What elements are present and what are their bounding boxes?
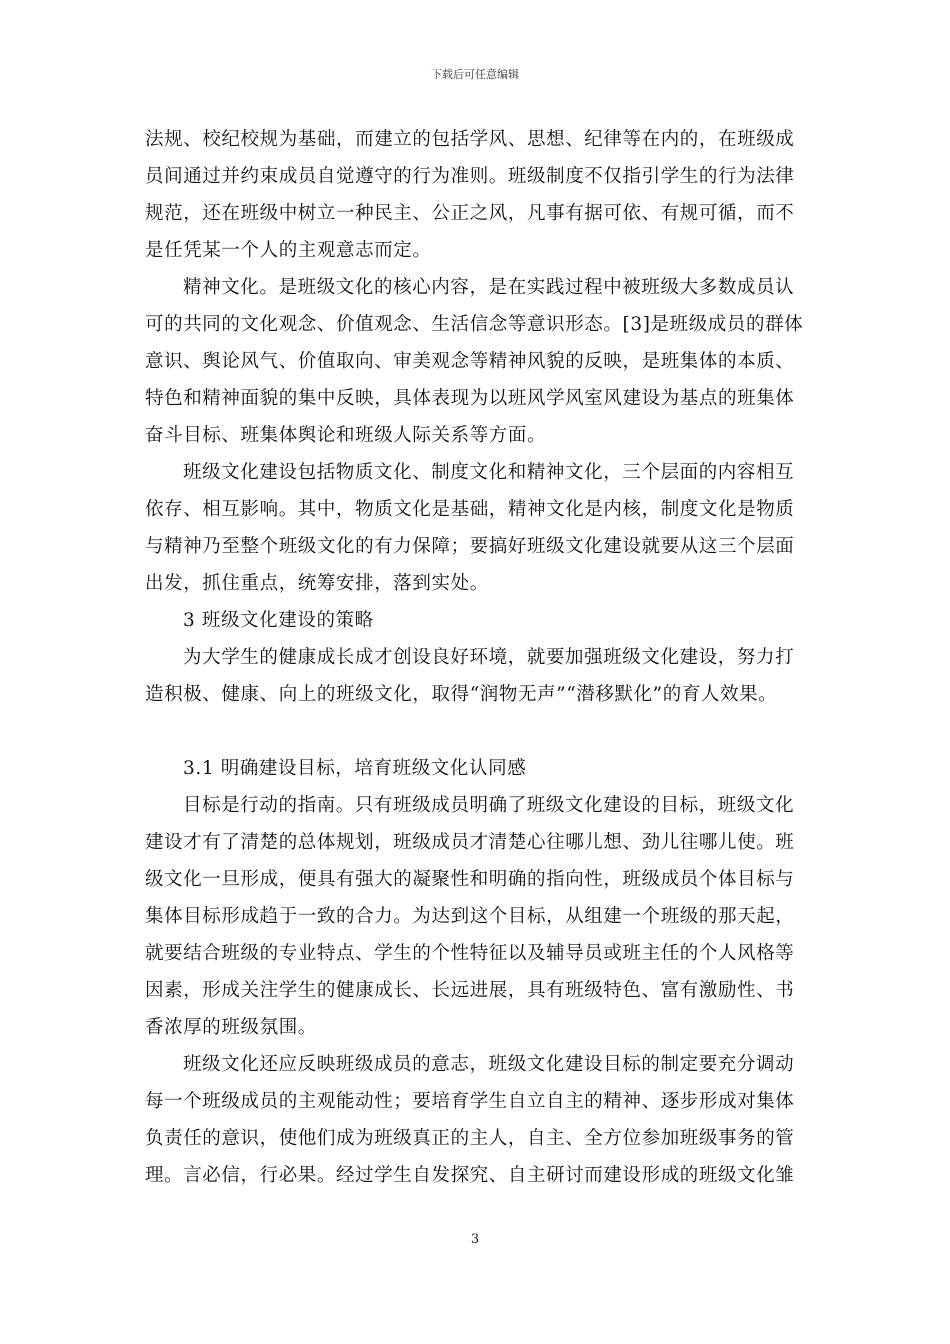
- text-line: 是任凭某一个人的主观意志而定。: [145, 240, 432, 261]
- text-line: 出发，抓住重点，统筹安排，落到实处。: [145, 573, 489, 594]
- document-body: [145, 121, 820, 1194]
- page-number: 3: [470, 1232, 480, 1247]
- text-line: 就要结合班级的专业特点、学生的个性特征以及辅导员或班主任的个人风格等: [145, 943, 795, 964]
- text-line: 与精神乃至整个班级文化的有力保障；要搞好班级文化建设就要从这三个层面: [145, 536, 795, 557]
- text-line: 班级文化还应反映班级成员的意志，班级文化建设目标的制定要充分调动: [183, 1054, 795, 1075]
- text-line: 法规、校纪校规为基础，而建立的包括学风、思想、纪律等在内的，在班级成: [145, 129, 795, 150]
- text-line: 依存、相互影响。其中，物质文化是基础，精神文化是内核，制度文化是物质: [145, 499, 795, 520]
- text-line: 精神文化。是班级文化的核心内容，是在实践过程中被班级大多数成员认: [183, 277, 795, 298]
- text-line: 可的共同的文化观念、价值观念、生活信念等意识形态。[3]是班级成员的群体: [145, 314, 804, 335]
- text-line: 建设才有了清楚的总体规划，班级成员才清楚心往哪儿想、劲儿往哪儿使。班: [145, 832, 795, 853]
- text-line: 特色和精神面貌的集中反映，具体表现为以班风学风室风建设为基点的班集体: [145, 388, 795, 409]
- text-line: 员间通过并约束成员自觉遵守的行为准则。班级制度不仅指引学生的行为法律: [145, 166, 795, 187]
- text-line: 每一个班级成员的主观能动性；要培育学生自立自主的精神、逐步形成对集体: [145, 1091, 795, 1112]
- text-line: 香浓厚的班级氛围。: [145, 1017, 317, 1038]
- text-line: 级文化一旦形成，便具有强大的凝聚性和明确的指向性，班级成员个体目标与: [145, 869, 795, 890]
- text-line: 集体目标形成趋于一致的合力。为达到这个目标，从组建一个班级的那天起，: [145, 906, 795, 927]
- text-line: 目标是行动的指南。只有班级成员明确了班级文化建设的目标，班级文化: [183, 795, 795, 816]
- text-line: 奋斗目标、班集体舆论和班级人际关系等方面。: [145, 425, 547, 446]
- text-line: 理。言必信，行必果。经过学生自发探究、自主研讨而建设形成的班级文化雏: [145, 1165, 795, 1186]
- text-line: 为大学生的健康成长成才创设良好环境，就要加强班级文化建设，努力打: [183, 647, 795, 668]
- page-header: 下载后可任意编辑: [431, 68, 519, 81]
- text-line: 3 班级文化建设的策略: [183, 610, 374, 631]
- text-line: 意识、舆论风气、价值取向、审美观念等精神风貌的反映，是班集体的本质、: [145, 351, 795, 372]
- text-line: 3.1 明确建设目标，培育班级文化认同感: [183, 758, 527, 779]
- text-line: 班级文化建设包括物质文化、制度文化和精神文化，三个层面的内容相互: [183, 462, 795, 483]
- text-line: 因素，形成关注学生的健康成长、长远进展，具有班级特色、富有激励性、书: [145, 980, 795, 1001]
- text-line: 负责任的意识，使他们成为班级真正的主人，自主、全方位参加班级事务的管: [145, 1128, 795, 1149]
- text-line: 造积极、健康、向上的班级文化，取得“润物无声”“潜移默化”的育人效果。: [145, 684, 778, 705]
- blank-line: [145, 713, 820, 750]
- text-line: 规范，还在班级中树立一种民主、公正之风，凡事有据可依、有规可循，而不: [145, 203, 795, 224]
